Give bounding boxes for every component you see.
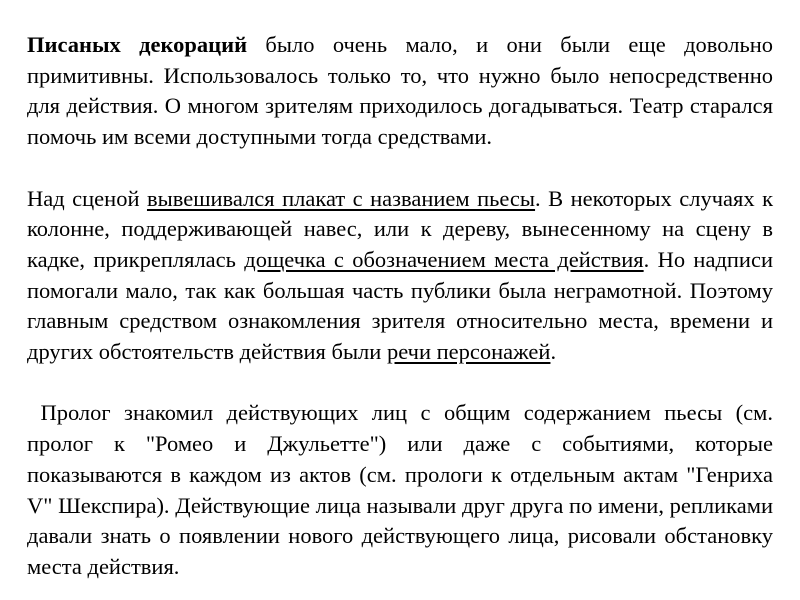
paragraph [27,184,779,368]
underlined-text: дощечка с обозначением места действия [244,246,644,272]
bold-text: Писаных декораций [27,32,248,57]
body-text: . [550,339,557,365]
body-text: Над сценой [27,185,147,211]
body-text: Пролог знакомил действующих лиц с общим содержанием пьесы (см. пролог к "Ромео и Джульетте") или даже с событиями, которые показываются в каждом из актов (см. прологи к отдельным актам "Генриха V" Шекспира). Действующие лица называли друг друга по имени, репликами давали знать о появлении нового действующего лица, рисовали обстановку места действия. [27,400,779,579]
body-text: было очень мало, и они были еще довольно примитивны. Использовалось только то, что нужно было непосредственно для действия. О многом зрителям приходилось догадываться. Театр старался помочь им всеми доступными тогда средствами. [27,32,779,150]
body-text: . Но надписи помогали мало, так как большая часть публики была неграмотной. Поэтому главным средством ознакомления зрителя относительно места, времени и других обстоятельств действия были [27,246,779,365]
paragraph [27,398,779,582]
text-block [27,30,779,583]
paragraph [27,30,779,153]
underlined-text: вывешивался плакат с названием пьесы [146,185,536,211]
underlined-text: речи персонажей [386,339,551,365]
body-text: . В некоторых случаях к колонне, поддерживающей навес, или к дереву, вынесенному на сцену в кадке, прикреплялась [27,185,779,272]
